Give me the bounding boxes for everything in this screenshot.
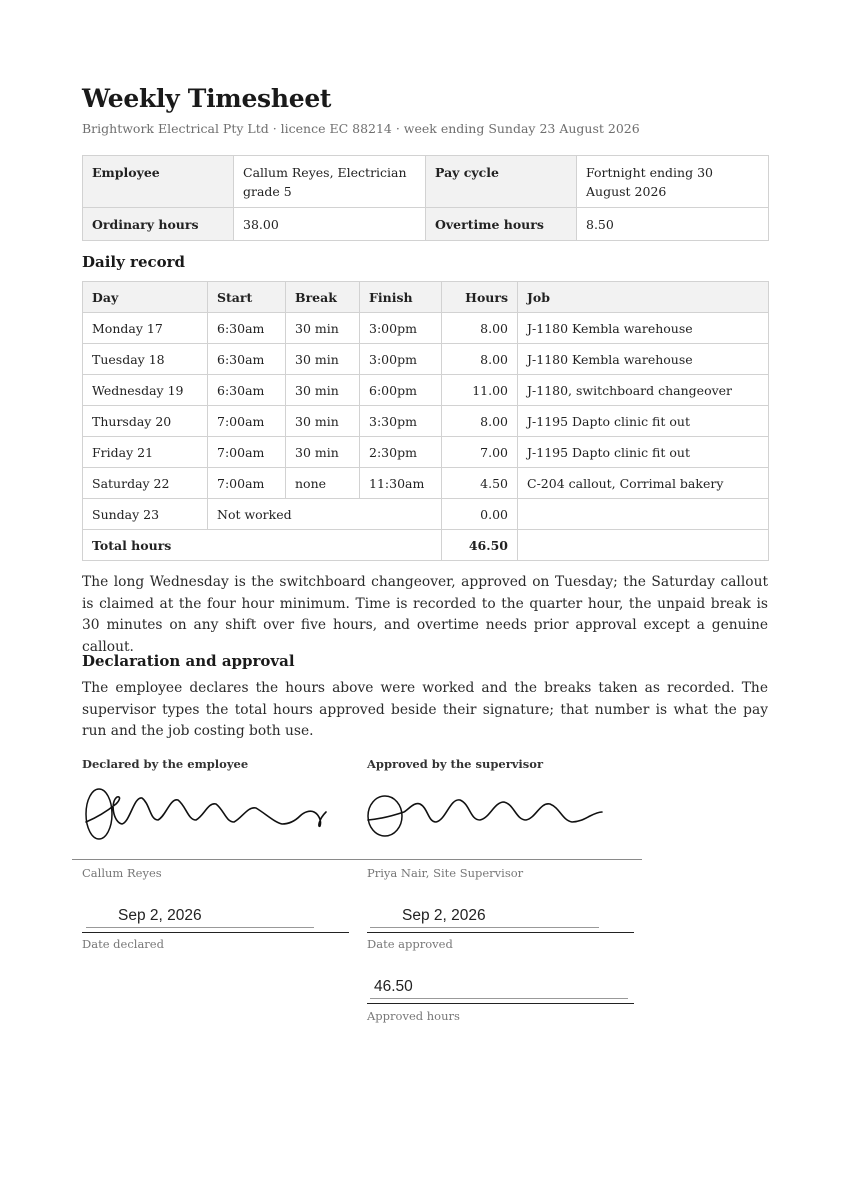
job-cell [518, 499, 769, 530]
not-worked-cell: Not worked [208, 499, 442, 530]
daily-record-heading: Daily record [82, 253, 186, 271]
job-cell: J-1180 Kembla warehouse [518, 313, 769, 344]
day-cell: Tuesday 18 [83, 344, 208, 375]
column-header-break: Break [286, 282, 360, 313]
employee-signature-caption: Declared by the employee [82, 757, 249, 771]
job-cell: C-204 callout, Corrimal bakery [518, 468, 769, 499]
hours-cell: 11.00 [442, 375, 518, 406]
employee-signature-image [82, 782, 332, 844]
day-cell: Saturday 22 [83, 468, 208, 499]
employee-label: Employee [83, 156, 234, 208]
start-cell: 7:00am [208, 437, 286, 468]
daily-record-table [82, 281, 769, 561]
date-declared-label: Date declared [82, 937, 164, 951]
date-declared-rule [82, 932, 349, 933]
hours-cell: 8.00 [442, 344, 518, 375]
pay-cycle-value: Fortnight ending 30 August 2026 [577, 156, 769, 208]
declaration-paragraph: The employee declares the hours above were worked and the breaks taken as recorded. The supervisor types the total hours approved beside their signature; that number is what the pay run and the job costing both use. [82, 680, 768, 739]
day-cell: Sunday 23 [83, 499, 208, 530]
table-row [83, 468, 769, 499]
day-cell: Monday 17 [83, 313, 208, 344]
job-cell: J-1195 Dapto clinic fit out [518, 406, 769, 437]
start-cell: 7:00am [208, 468, 286, 499]
day-cell: Thursday 20 [83, 406, 208, 437]
finish-cell: 6:00pm [360, 375, 442, 406]
daily-header-row [83, 282, 769, 313]
date-declared-underline [86, 927, 314, 928]
total-hours-label: Total hours [83, 530, 442, 561]
hours-cell: 8.00 [442, 313, 518, 344]
day-cell: Friday 21 [83, 437, 208, 468]
table-row [83, 375, 769, 406]
column-header-start: Start [208, 282, 286, 313]
finish-cell: 2:30pm [360, 437, 442, 468]
job-cell: J-1180, switchboard changeover [518, 375, 769, 406]
column-header-finish: Finish [360, 282, 442, 313]
break-cell: none [286, 468, 360, 499]
supervisor-name: Priya Nair, Site Supervisor [367, 866, 524, 880]
date-declared-value: Sep 2, 2026 [118, 907, 202, 924]
break-cell: 30 min [286, 313, 360, 344]
hours-cell: 0.00 [442, 499, 518, 530]
date-approved-value: Sep 2, 2026 [402, 907, 486, 924]
start-cell: 6:30am [208, 313, 286, 344]
ordinary-hours-label: Ordinary hours [83, 208, 234, 241]
start-cell: 7:00am [208, 406, 286, 437]
column-header-job: Job [518, 282, 769, 313]
info-row [83, 208, 769, 241]
start-cell: 6:30am [208, 344, 286, 375]
total-row [83, 530, 769, 561]
pay-cycle-label: Pay cycle [426, 156, 577, 208]
approved-hours-label: Approved hours [367, 1009, 460, 1023]
document-subtitle: Brightwork Electrical Pty Ltd · licence EC 88214 · week ending Sunday 23 August 2026 [82, 121, 640, 136]
declaration-heading: Declaration and approval [82, 652, 295, 670]
date-approved-label: Date approved [367, 937, 453, 951]
break-cell: 30 min [286, 406, 360, 437]
finish-cell: 3:00pm [360, 344, 442, 375]
job-cell: J-1195 Dapto clinic fit out [518, 437, 769, 468]
signature-line [72, 859, 642, 860]
hours-cell: 8.00 [442, 406, 518, 437]
overtime-hours-value: 8.50 [577, 208, 769, 241]
ordinary-hours-value: 38.00 [234, 208, 426, 241]
table-row [83, 499, 769, 530]
table-row [83, 344, 769, 375]
table-row [83, 437, 769, 468]
employee-name: Callum Reyes [82, 866, 162, 880]
finish-cell: 3:30pm [360, 406, 442, 437]
date-approved-underline [370, 927, 599, 928]
table-row [83, 406, 769, 437]
column-header-day: Day [83, 282, 208, 313]
approved-hours-value: 46.50 [374, 978, 413, 995]
break-cell: 30 min [286, 344, 360, 375]
column-header-hours: Hours [442, 282, 518, 313]
document-title: Weekly Timesheet [82, 84, 332, 113]
total-hours-value: 46.50 [442, 530, 518, 561]
finish-cell: 3:00pm [360, 313, 442, 344]
hours-cell: 4.50 [442, 468, 518, 499]
overtime-hours-label: Overtime hours [426, 208, 577, 241]
break-cell: 30 min [286, 437, 360, 468]
approved-hours-rule [367, 1003, 634, 1004]
notes-paragraph: The long Wednesday is the switchboard changeover, approved on Tuesday; the Saturday callout is claimed at the four hour minimum. Time is recorded to the quarter hour, the unpaid break is 30 minutes on any shift over five hours, and overtime needs prior approval except a genuine callout. [82, 574, 768, 655]
date-approved-rule [367, 932, 634, 933]
day-cell: Wednesday 19 [83, 375, 208, 406]
supervisor-signature-caption: Approved by the supervisor [367, 757, 544, 771]
total-job-cell [518, 530, 769, 561]
break-cell: 30 min [286, 375, 360, 406]
approved-hours-underline [370, 998, 628, 999]
info-row [83, 156, 769, 208]
start-cell: 6:30am [208, 375, 286, 406]
hours-cell: 7.00 [442, 437, 518, 468]
employee-value: Callum Reyes, Electrician grade 5 [234, 156, 426, 208]
table-row [83, 313, 769, 344]
employee-info-table [82, 155, 769, 241]
job-cell: J-1180 Kembla warehouse [518, 344, 769, 375]
finish-cell: 11:30am [360, 468, 442, 499]
supervisor-signature-image [366, 788, 616, 844]
